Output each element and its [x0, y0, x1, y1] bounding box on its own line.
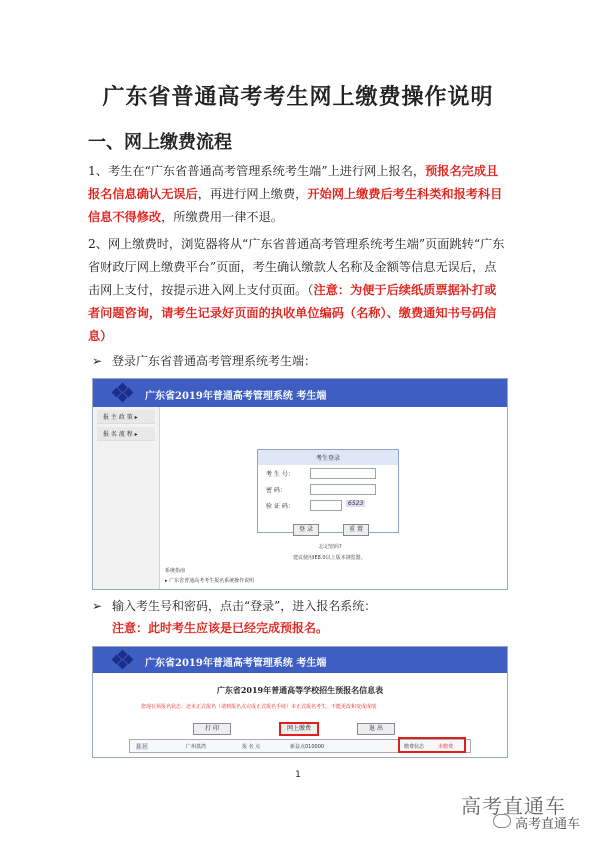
student-id-label: 考 生 号：	[266, 471, 294, 478]
p2-text-a: 2、网上缴费时，浏览器将从“广东省普通高考管理系统考生端”页面跳转“广东省财政厅网上缴费平台”页面，考生确认缴款人名称及金额等信息无误后，点击网上支付，按提示进入网上支付页面。（	[88, 237, 505, 297]
pay-status-label: 缴费状态	[404, 744, 425, 750]
login-box-title: 考生登录	[258, 450, 398, 465]
forgot-password-link[interactable]: 忘记密码?	[319, 544, 342, 550]
watermark-small	[515, 813, 580, 832]
captcha-image[interactable]: 6523	[348, 500, 364, 507]
notice-item-link[interactable]: ▸ 广东省普通高考考生报名系统操作说明	[165, 578, 255, 584]
registration-status-note: 您现在预报名状态：还未正式报名（请到报名点完成正式报名手续）本正式报名考生，不能更改和变成成绩	[141, 704, 377, 710]
system-header-title: 广东省2019年普通高考管理系统 考生端	[145, 391, 327, 402]
watermark-large: 高考直通车	[461, 794, 566, 818]
screenshot-login	[92, 378, 508, 590]
wechat-icon	[493, 814, 511, 828]
student-id-input[interactable]	[310, 468, 376, 479]
password-input[interactable]	[310, 484, 376, 495]
logo-icon	[113, 384, 131, 402]
paragraph-1	[88, 160, 508, 229]
pay-status-value: 未缴费	[438, 744, 454, 750]
sidebar	[93, 407, 160, 589]
captcha-input[interactable]	[310, 500, 342, 511]
p2-text-b: 注意：为便于后续纸质票据补打或者问题咨询，请考生记录好页面的执收单位编码（名称）、缴费通知书号码信息）	[88, 283, 497, 343]
site-value: 新益点010000	[290, 744, 325, 750]
p1-text-c: ，再进行网上缴费，	[197, 187, 308, 201]
login-box	[257, 449, 399, 533]
site-label: 报 名 点	[242, 744, 261, 750]
arrow-bullet-icon: ➢	[92, 599, 103, 613]
arrow-bullet-icon: ➢	[92, 354, 103, 368]
paragraph-2	[88, 233, 508, 348]
bullet-login	[92, 352, 316, 369]
watermark-small-text: 高考直通车	[514, 817, 580, 832]
note-prereg: 注意：此时考生应该是已经完成预报名。	[112, 621, 329, 635]
info-row	[129, 739, 471, 753]
page-number: 1	[295, 770, 301, 780]
county-value: 广州荔湾	[186, 744, 207, 750]
notice-title: 系统指南	[165, 568, 186, 574]
online-pay-button[interactable]: 网上缴费	[279, 722, 319, 736]
section-heading: 一、网上缴费流程	[88, 132, 232, 153]
captcha-label: 验 证 码：	[266, 503, 294, 510]
p1-text-b: 预报名完成且报名信息确认无误后	[88, 164, 499, 201]
screenshot-form	[92, 646, 508, 758]
county-label: 县 区	[136, 744, 148, 750]
system-header-2	[93, 647, 507, 673]
form-title: 广东省2019年普通高等学校招生预报名信息表	[216, 685, 384, 695]
logo-icon	[113, 651, 131, 669]
bullet-enter-text: 输入考生号和密码，点击“登录”，进入报名系统：	[112, 599, 377, 613]
sidebar-item-process[interactable]: 报 名 流 程 ▸	[97, 427, 155, 441]
p1-text-a: 1、考生在“广东省普通高考管理系统考生端”上进行网上报名，	[88, 164, 426, 178]
login-button[interactable]: 登 录	[293, 524, 319, 536]
system-header	[93, 379, 507, 407]
password-label: 密 码：	[266, 487, 286, 494]
bullet-login-text: 登录广东省普通高考管理系统考生端：	[112, 354, 317, 368]
reset-button[interactable]: 重 置	[343, 524, 369, 536]
exit-button[interactable]: 退 出	[357, 723, 395, 735]
system-header-title-2: 广东省2019年普通高考管理系统 考生端	[145, 658, 327, 669]
page-title: 广东省普通高考考生网上缴费操作说明	[102, 84, 494, 110]
sidebar-item-policy[interactable]: 报 主 政 策 ▸	[97, 410, 155, 424]
p1-text-d: 开始网上缴费后考生科类和报考科目信息不得修改	[88, 187, 503, 224]
print-button[interactable]: 打 印	[193, 723, 231, 735]
browser-tip: 建议使用IE8.0以上版本浏览器。	[293, 555, 366, 561]
p1-text-e: ，所缴费用一律不退。	[161, 210, 283, 224]
bullet-enter	[92, 597, 376, 614]
